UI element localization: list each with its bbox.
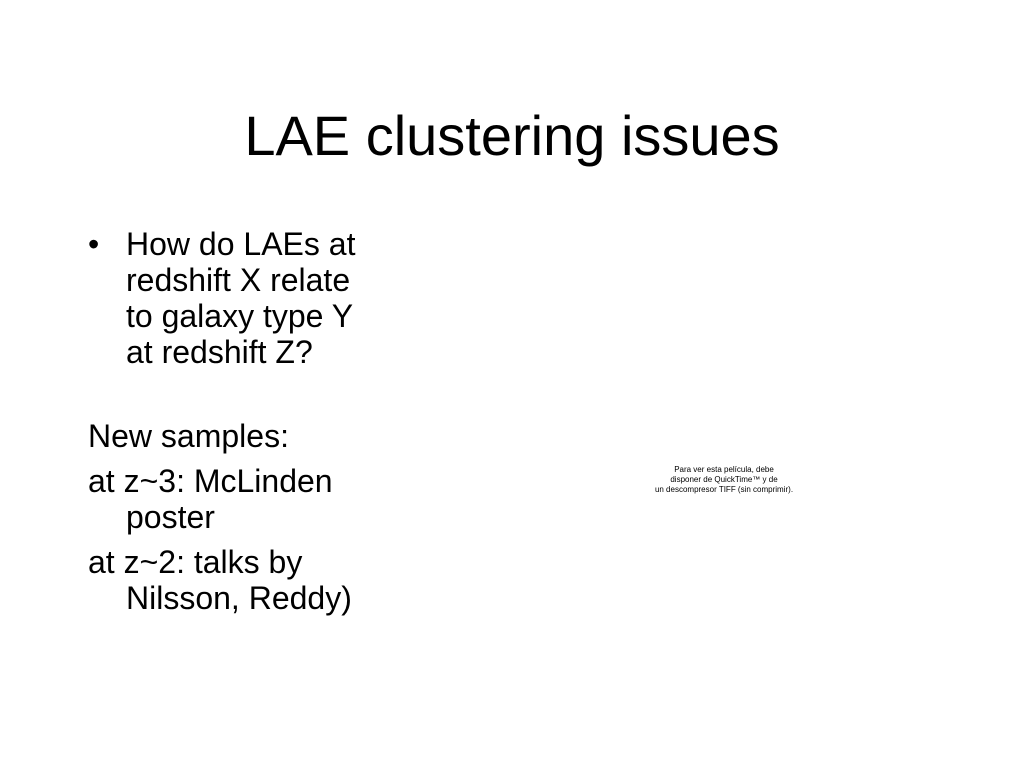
quicktime-placeholder: [624, 465, 824, 495]
sample-item-line: Nilsson, Reddy): [126, 580, 352, 616]
bullet-line: at redshift Z?: [126, 334, 313, 370]
placeholder-line: un descompresor TIFF (sin comprimir).: [654, 485, 794, 494]
bullet-line: How do LAEs at: [126, 226, 356, 262]
bullet-marker: •: [88, 226, 100, 262]
sample-item: [88, 544, 488, 616]
bullet-line: redshift X relate: [126, 262, 351, 298]
placeholder-line: disponer de QuickTime™ y de: [670, 475, 778, 484]
samples-heading: New samples:: [88, 418, 289, 454]
sample-item-line: poster: [126, 499, 215, 535]
slide-title: LAE clustering issues: [244, 104, 780, 167]
bullet-item: [88, 226, 488, 370]
sample-item-line: at z~2: talks by: [88, 544, 303, 580]
placeholder-line: Para ver esta película, debe: [674, 465, 774, 474]
sample-item: [88, 463, 488, 535]
slide-content: [88, 226, 488, 616]
sample-item-line: at z~3: McLinden: [88, 463, 333, 499]
bullet-line: to galaxy type Y: [126, 298, 354, 334]
